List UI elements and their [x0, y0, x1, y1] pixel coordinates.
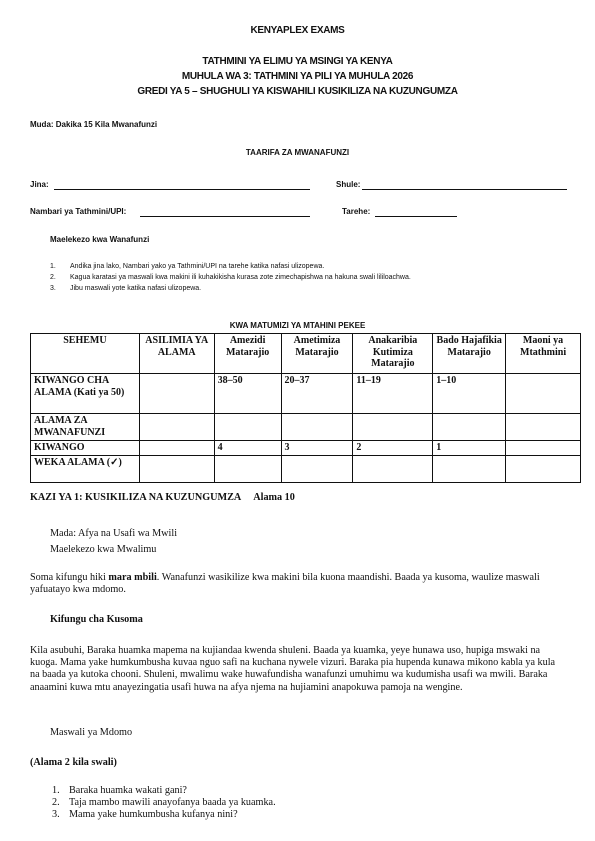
table-cell: 1	[433, 441, 506, 456]
instruction-item	[50, 263, 580, 274]
table-cell[interactable]	[139, 414, 214, 441]
table-row	[31, 456, 581, 483]
reading-instruction-pre: Soma kifungu hiki	[30, 572, 109, 583]
passage-heading: Kifungu cha Kusoma	[50, 614, 143, 625]
table-row	[31, 441, 581, 456]
date-field[interactable]	[375, 216, 457, 217]
school-label: Shule:	[336, 180, 361, 189]
assessment-number-label: Nambari ya Tathmini/UPI:	[30, 207, 127, 216]
table-cell[interactable]	[506, 456, 581, 483]
question-number: 2.	[52, 797, 60, 808]
table-header-cell: Amezidi Matarajio	[214, 334, 281, 374]
question-number: 3.	[52, 809, 60, 820]
table-cell: KIWANGO	[31, 441, 140, 456]
table-header-row	[31, 334, 581, 374]
table-header-cell: SEHEMU	[31, 334, 140, 374]
table-header-cell: Ametimiza Matarajio	[281, 334, 353, 374]
exam-title-line1: TATHMINI YA ELIMU YA MSINGI YA KENYA	[202, 56, 393, 67]
brand-title: KENYAPLEX EXAMS	[250, 25, 345, 36]
task-title	[30, 492, 295, 503]
instruction-number: 3.	[50, 285, 56, 292]
table-cell: 2	[353, 441, 433, 456]
reading-passage: Kila asubuhi, Baraka huamka mapema na kujiandaa kwenda shuleni. Baada ya kuamka, yeye hunawa uso, hupiga mswaki na kuoga. Mama yake humkumbusha kuvaa nguo safi na kuchana nywele vizuri. Baraka pia hupenda kunawa mikono kabla ya kula na baada ya kutoka chooni. Shuleni, mwalimu wake huwafundisha wanafunzi umuhimu wa kudumisha usafi wa mwili. Baraka anaamini kuwa mtu anayezingatia usafi huwa na afya njema na hujiamini anapokuwa pamoja na wengine.	[30, 645, 556, 693]
table-cell: 38–50	[214, 374, 281, 414]
table-row	[31, 414, 581, 441]
reading-instruction	[30, 572, 565, 596]
table-row	[31, 374, 581, 414]
question-text: Taja mambo mawili anayofanya baada ya kuamka.	[69, 797, 276, 808]
table-cell[interactable]	[281, 456, 353, 483]
table-cell: ALAMA ZA MWANAFUNZI	[31, 414, 140, 441]
marks-per-question: (Alama 2 kila swali)	[30, 757, 117, 768]
exam-title-line2: MUHULA WA 3: TATHMINI YA PILI YA MUHULA 2026	[181, 71, 414, 82]
table-cell: 4	[214, 441, 281, 456]
oral-questions-heading: Maswali ya Mdomo	[50, 727, 133, 738]
task-title-text: KAZI YA 1: KUSIKILIZA NA KUZUNGUMZA	[30, 492, 242, 503]
table-cell: 1–10	[433, 374, 506, 414]
instruction-number: 1.	[50, 263, 56, 270]
instructions-heading: Maelekezo kwa Wanafunzi	[50, 235, 150, 244]
question-number: 1.	[52, 785, 60, 796]
table-cell[interactable]	[506, 414, 581, 441]
question-text: Mama yake humkumbusha kufanya nini?	[69, 809, 238, 820]
table-cell[interactable]	[281, 414, 353, 441]
table-header-cell: Bado Hajafikia Matarajio	[433, 334, 506, 374]
table-cell[interactable]	[214, 456, 281, 483]
examiner-marks-table	[30, 333, 581, 483]
instruction-number: 2.	[50, 274, 56, 281]
duration-label: Muda: Dakika 15 Kila Mwanafunzi	[30, 120, 158, 129]
table-cell[interactable]	[139, 374, 214, 414]
table-cell[interactable]	[139, 456, 214, 483]
table-cell[interactable]	[353, 414, 433, 441]
table-cell: KIWANGO CHA ALAMA (Kati ya 50)	[31, 374, 140, 414]
task-topic: Mada: Afya na Usafi wa Mwili	[50, 528, 178, 539]
school-field[interactable]	[362, 189, 567, 190]
exam-title-line3: GREDI YA 5 – SHUGHULI YA KISWAHILI KUSIKILIZA NA KUZUNGUMZA	[137, 86, 458, 97]
instruction-text: Kagua karatasi ya maswali kwa makini ili kuhakikisha kurasa zote zimechapishwa na hakuna swali lililoachwa.	[70, 274, 411, 281]
table-cell: WEKA ALAMA (✓)	[31, 456, 140, 483]
list-item	[52, 797, 552, 809]
table-cell[interactable]	[506, 441, 581, 456]
table-header-cell: ASILIMIA YA ALAMA	[139, 334, 214, 374]
table-cell[interactable]	[433, 456, 506, 483]
task-marks: Alama 10	[253, 492, 295, 503]
table-cell[interactable]	[433, 414, 506, 441]
instruction-item	[50, 274, 580, 285]
instruction-item	[50, 285, 580, 296]
instruction-text: Andika jina lako, Nambari yako ya Tathmini/UPI na tarehe katika nafasi ulizopewa.	[70, 263, 325, 270]
student-info-heading: TAARIFA ZA MWANAFUNZI	[245, 148, 350, 157]
table-cell: 11–19	[353, 374, 433, 414]
instruction-text: Jibu maswali yote katika nafasi ulizopewa.	[70, 285, 202, 292]
examiner-table-caption: KWA MATUMIZI YA MTAHINI PEKEE	[229, 321, 366, 330]
table-cell[interactable]	[214, 414, 281, 441]
table-cell[interactable]	[139, 441, 214, 456]
date-label: Tarehe:	[342, 207, 371, 216]
teacher-instructions-label: Maelekezo kwa Mwalimu	[50, 544, 157, 555]
reading-instruction-emphasis: mara mbili	[108, 572, 157, 583]
table-header-cell: Anakaribia Kutimiza Matarajio	[353, 334, 433, 374]
table-header-cell: Maoni ya Mtathmini	[506, 334, 581, 374]
name-label: Jina:	[30, 180, 49, 189]
table-cell[interactable]	[353, 456, 433, 483]
name-field[interactable]	[54, 189, 310, 190]
table-cell: 20–37	[281, 374, 353, 414]
list-item	[52, 809, 552, 821]
assessment-number-field[interactable]	[140, 216, 310, 217]
question-text: Baraka huamka wakati gani?	[69, 785, 187, 796]
reading-instruction-post: . Wanafunzi wasikilize kwa makini bila kuona maandishi. Baada ya kusoma, waulize maswali yafuatayo kwa mdomo.	[30, 572, 540, 596]
instructions-list	[50, 263, 580, 296]
oral-questions-list	[52, 785, 552, 821]
table-cell: 3	[281, 441, 353, 456]
list-item	[52, 785, 552, 797]
table-cell[interactable]	[506, 374, 581, 414]
